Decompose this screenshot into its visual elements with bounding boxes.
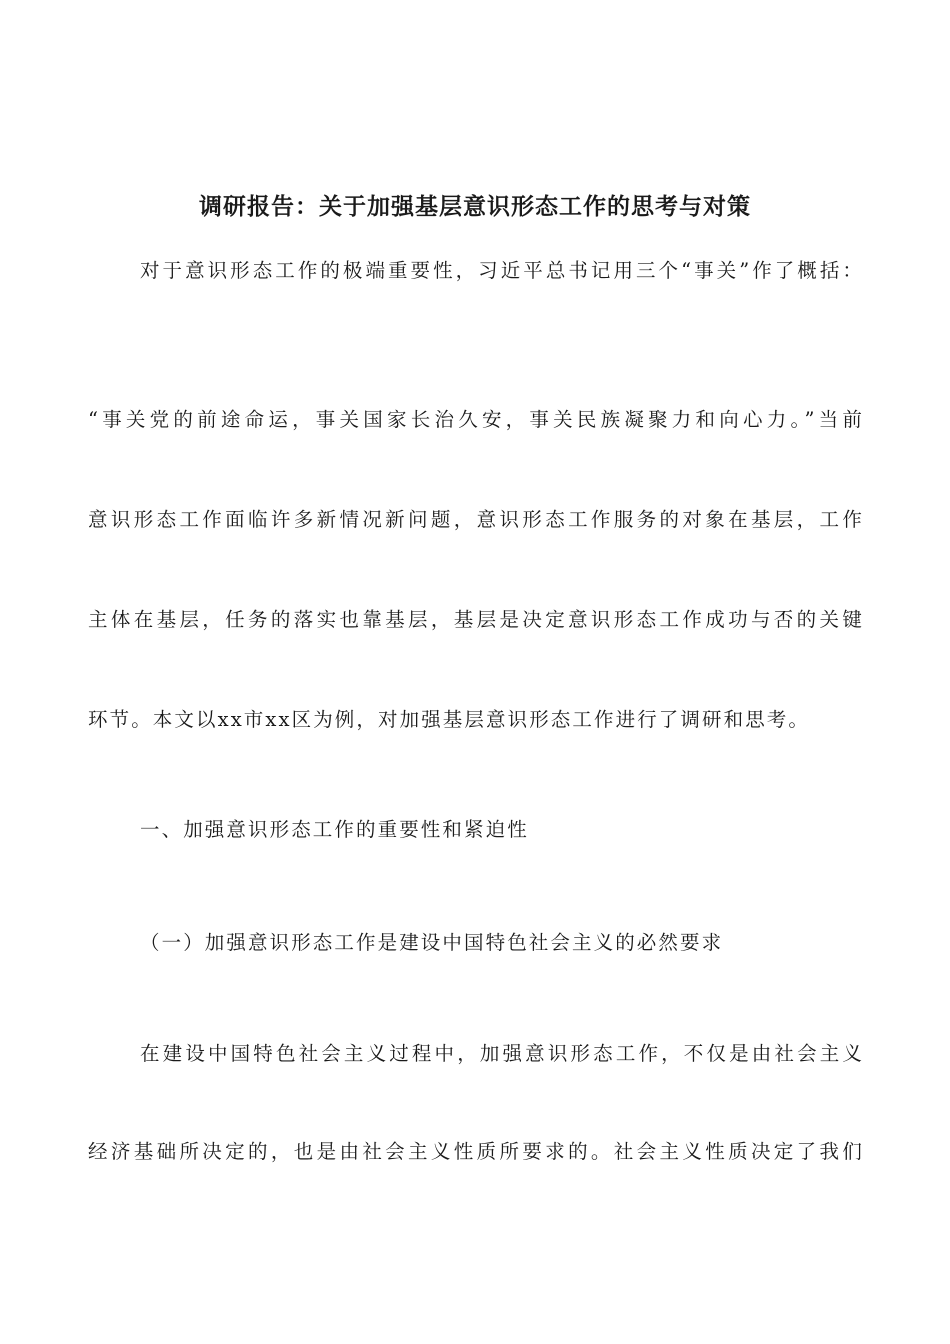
paragraph-1-line-3: 意识形态工作面临许多新情况新问题，意识形态工作服务的对象在基层，工作 <box>88 508 864 531</box>
paragraph-1-line-4: 主体在基层，任务的落实也靠基层，基层是决定意识形态工作成功与否的关键 <box>88 608 864 631</box>
paragraph-1-line-5: 环节。本文以xx市xx区为例，对加强基层意识形态工作进行了调研和思考。 <box>88 708 810 731</box>
subsection-heading-1: （一）加强意识形态工作是建设中国特色社会主义的必然要求 <box>140 931 724 954</box>
paragraph-1-line-1: 对于意识形态工作的极端重要性，习近平总书记用三个“事关”作了概括： <box>140 259 864 282</box>
document-title: 调研报告：关于加强基层意识形态工作的思考与对策 <box>199 193 751 220</box>
paragraph-2-line-2: 经济基础所决定的，也是由社会主义性质所要求的。社会主义性质决定了我们 <box>88 1140 864 1163</box>
section-heading-1: 一、加强意识形态工作的重要性和紧迫性 <box>140 818 529 841</box>
paragraph-1-line-2: “事关党的前途命运，事关国家长治久安，事关民族凝聚力和向心力。”当前 <box>88 408 864 431</box>
paragraph-2-line-1: 在建设中国特色社会主义过程中，加强意识形态工作，不仅是由社会主义 <box>140 1042 864 1065</box>
